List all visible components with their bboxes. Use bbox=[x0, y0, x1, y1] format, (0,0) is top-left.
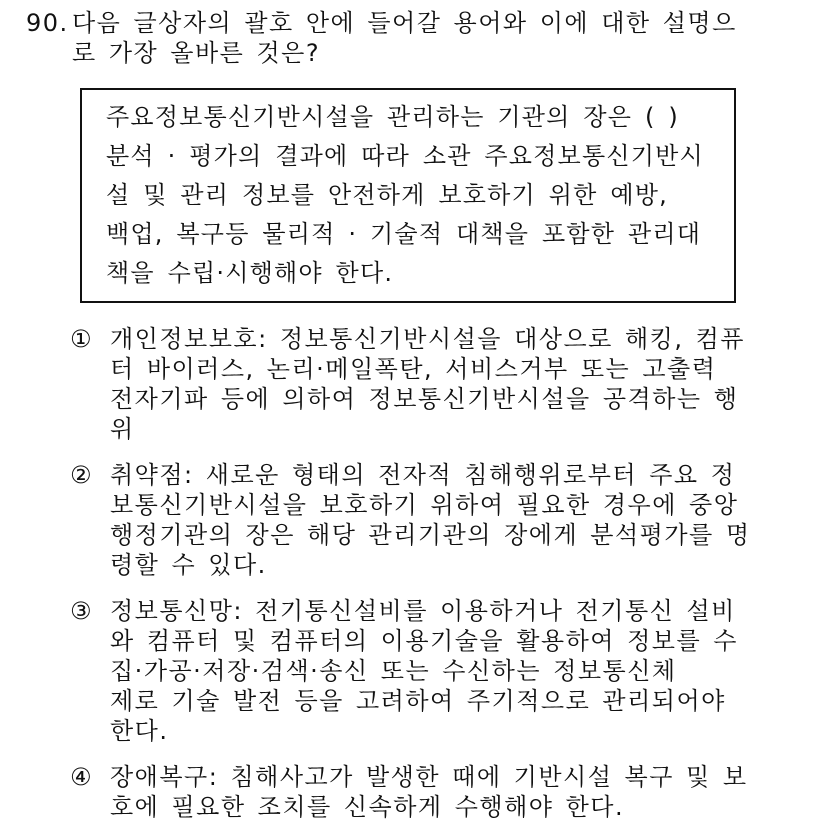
answer-options bbox=[70, 324, 770, 838]
option-text-4 bbox=[70, 762, 770, 822]
box-line-1: 주요정보통신기반시설을 관리하는 기관의 장은 ( ) bbox=[106, 103, 679, 131]
answer-option-3[interactable] bbox=[70, 596, 770, 746]
option-1-line-2: 터 바이러스, 논리·메일폭탄, 서비스거부 또는 고출력 bbox=[110, 355, 717, 383]
box-line-3: 설 및 관리 정보를 안전하게 보호하기 위한 예방, bbox=[106, 181, 668, 209]
question-text-line-1: 다음 글상자의 괄호 안에 들어갈 용어와 이에 대한 설명으 bbox=[72, 9, 737, 37]
option-marker-2: ② bbox=[70, 461, 92, 489]
question-number: 90. bbox=[26, 9, 69, 37]
option-3-line-2: 와 컴퓨터 및 컴퓨터의 이용기술을 활용하여 정보를 수 bbox=[110, 627, 738, 655]
option-text-1 bbox=[70, 324, 770, 444]
option-1-line-1: 개인정보보호: 정보통신기반시설을 대상으로 해킹, 컴퓨 bbox=[110, 325, 745, 353]
answer-option-1[interactable] bbox=[70, 324, 770, 444]
option-1-line-3: 전자기파 등에 의하여 정보통신기반시설을 공격하는 행 bbox=[110, 385, 739, 413]
option-marker-3: ③ bbox=[70, 597, 92, 625]
option-4-line-1: 장애복구: 침해사고가 발생한 때에 기반시설 복구 및 보 bbox=[110, 763, 748, 791]
option-3-line-5: 한다. bbox=[110, 717, 169, 745]
box-line-5: 책을 수립·시행해야 한다. bbox=[106, 259, 394, 287]
option-3-line-1: 정보통신망: 전기통신설비를 이용하거나 전기통신 설비 bbox=[110, 597, 736, 625]
answer-option-4[interactable] bbox=[70, 762, 770, 822]
option-3-line-4: 제로 기술 발전 등을 고려하여 주기적으로 관리되어야 bbox=[110, 687, 726, 715]
box-line-4: 백업, 복구등 물리적 · 기술적 대책을 포함한 관리대 bbox=[106, 220, 702, 248]
option-2-line-1: 취약점: 새로운 형태의 전자적 침해행위로부터 주요 정 bbox=[110, 461, 736, 489]
answer-option-2[interactable] bbox=[70, 460, 770, 580]
question-stem bbox=[26, 8, 786, 68]
option-1-line-4: 위 bbox=[110, 415, 135, 443]
option-marker-1: ① bbox=[70, 325, 92, 353]
option-2-line-4: 령할 수 있다. bbox=[110, 551, 267, 579]
option-marker-4: ④ bbox=[70, 763, 92, 791]
option-4-line-2: 호에 필요한 조치를 신속하게 수행해야 한다. bbox=[110, 793, 625, 821]
option-2-line-2: 보통신기반시설을 보호하기 위하여 필요한 경우에 중앙 bbox=[110, 491, 739, 519]
box-line-2: 분석 · 평가의 결과에 따라 소관 주요정보통신기반시 bbox=[106, 142, 704, 170]
option-2-line-3: 행정기관의 장은 해당 관리기관의 장에게 분석평가를 명 bbox=[110, 521, 751, 549]
question-text-line-2: 로 가장 올바른 것은? bbox=[72, 39, 321, 67]
option-3-line-3: 집·가공·저장·검색·송신 또는 수신하는 정보통신체 bbox=[110, 657, 677, 685]
question-line-1 bbox=[26, 8, 786, 38]
text-box bbox=[80, 88, 736, 303]
option-text-2 bbox=[70, 460, 770, 580]
option-text-3 bbox=[70, 596, 770, 746]
